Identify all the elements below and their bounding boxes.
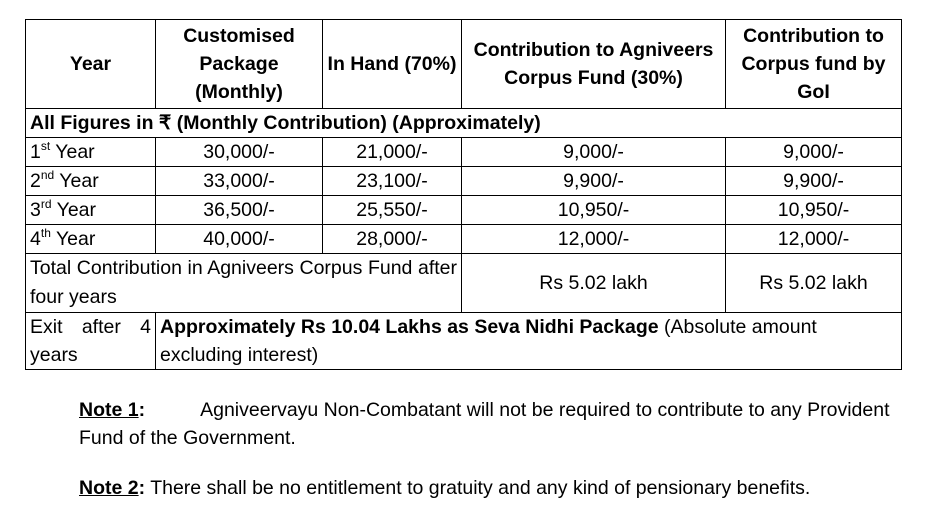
section-label: All Figures in ₹ (Monthly Contribution) (Approximately)	[26, 109, 902, 138]
exit-package-note: (Absolute amount excluding interest)	[160, 316, 817, 366]
agniveer-cell: 9,000/-	[462, 138, 726, 167]
total-row	[26, 254, 902, 313]
exit-label: Exit after 4 years	[26, 313, 156, 370]
in-hand-cell: 21,000/-	[323, 138, 462, 167]
note-1	[79, 396, 894, 452]
header-in-hand: In Hand (70%)	[323, 20, 462, 109]
section-label-row	[26, 109, 902, 138]
note-1-text: Agniveervayu Non-Combatant will not be required to contribute to any Provident Fund of the Government.	[79, 399, 890, 449]
agniveer-cell: 12,000/-	[462, 225, 726, 254]
table-header-row	[26, 20, 902, 109]
agniveer-cell: 10,950/-	[462, 196, 726, 225]
total-label: Total Contribution in Agniveers Corpus Fund after four years	[26, 254, 462, 313]
in-hand-cell: 25,550/-	[323, 196, 462, 225]
package-cell: 36,500/-	[156, 196, 323, 225]
note-2-label: Note 2	[79, 477, 139, 499]
in-hand-cell: 28,000/-	[323, 225, 462, 254]
header-goi-corpus: Contribution to Corpus fund by GoI	[726, 20, 902, 109]
in-hand-cell: 23,100/-	[323, 167, 462, 196]
notes-section	[79, 396, 894, 502]
header-agniveer-corpus: Contribution to Agniveers Corpus Fund (30%)	[462, 20, 726, 109]
agniveer-cell: 9,900/-	[462, 167, 726, 196]
total-agniveer-cell: Rs 5.02 lakh	[462, 254, 726, 313]
table-row	[26, 196, 902, 225]
table-row	[26, 167, 902, 196]
goi-cell: 10,950/-	[726, 196, 902, 225]
table-row	[26, 225, 902, 254]
header-customised-package: Customised Package (Monthly)	[156, 20, 323, 109]
package-cell: 30,000/-	[156, 138, 323, 167]
year-cell: 2nd Year	[26, 167, 156, 196]
note-1-colon: :	[138, 399, 146, 421]
goi-cell: 9,000/-	[726, 138, 902, 167]
year-cell: 3rd Year	[26, 196, 156, 225]
exit-package-text	[156, 313, 902, 370]
header-year: Year	[26, 20, 156, 109]
agniveer-package-table	[25, 19, 902, 370]
goi-cell: 12,000/-	[726, 225, 902, 254]
year-cell: 1st Year	[26, 138, 156, 167]
goi-cell: 9,900/-	[726, 167, 902, 196]
exit-package-amount: Approximately Rs 10.04 Lakhs as Seva Nidhi Package	[160, 316, 659, 338]
exit-row	[26, 313, 902, 370]
year-cell: 4th Year	[26, 225, 156, 254]
note-1-label: Note 1	[79, 399, 139, 421]
note-2-colon: :	[138, 477, 146, 499]
note-2	[79, 474, 894, 502]
package-cell: 40,000/-	[156, 225, 323, 254]
total-goi-cell: Rs 5.02 lakh	[726, 254, 902, 313]
package-cell: 33,000/-	[156, 167, 323, 196]
table-row	[26, 138, 902, 167]
note-2-text: There shall be no entitlement to gratuity and any kind of pensionary benefits.	[150, 477, 811, 499]
